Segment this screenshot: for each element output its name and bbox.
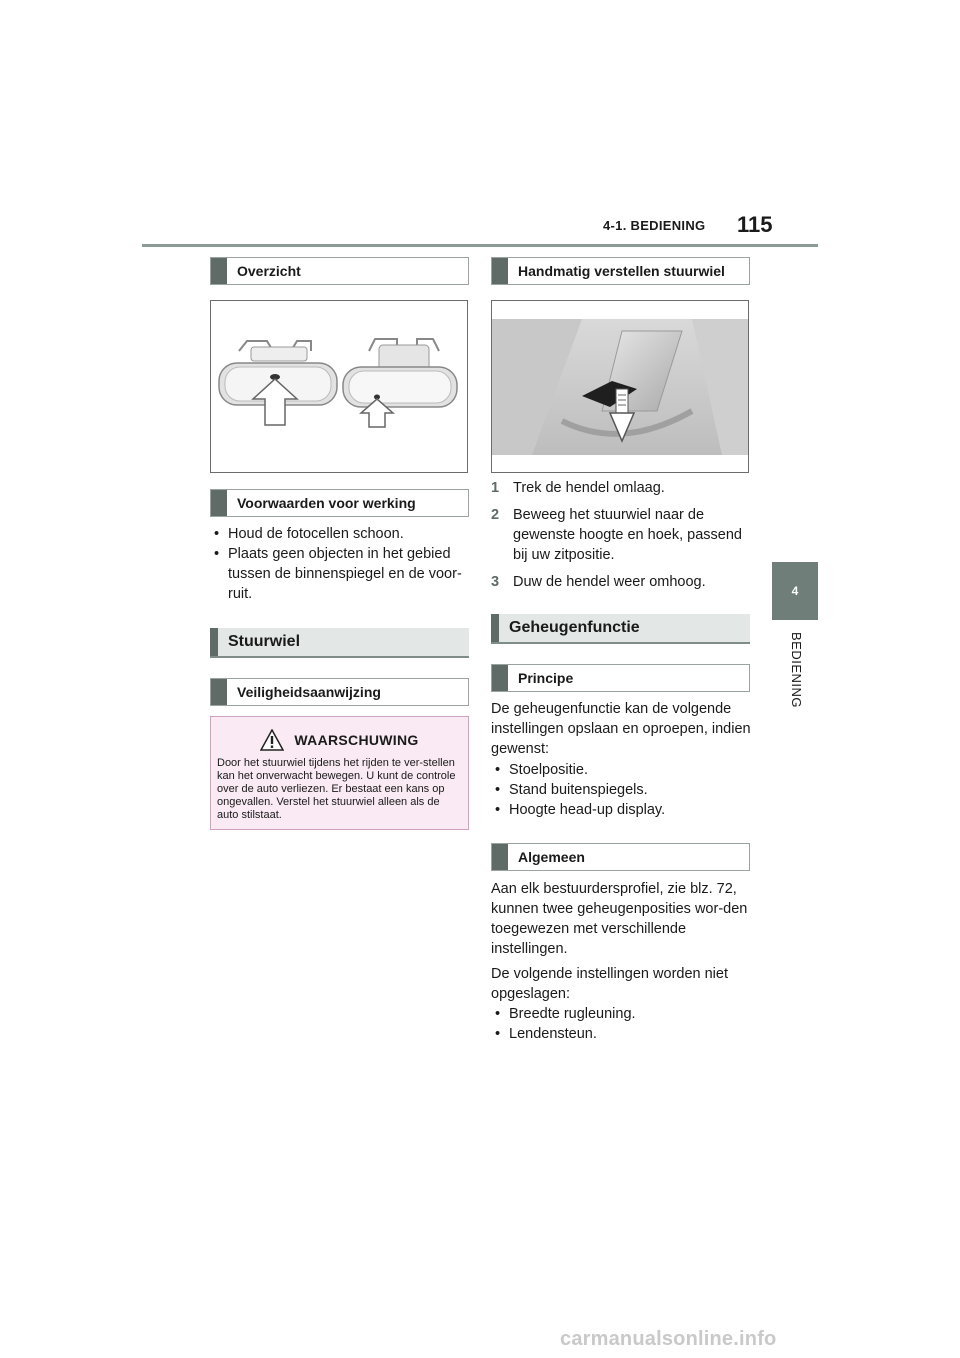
heading-stuurwiel	[210, 628, 469, 658]
steering-lever-figure	[491, 300, 749, 473]
step-number: 2	[491, 507, 500, 523]
section-title: 4-1. BEDIENING	[603, 218, 706, 233]
heading-bar	[491, 614, 499, 642]
heading-bar	[492, 665, 508, 691]
step-text: Trek de hendel omlaag.	[513, 480, 665, 496]
list-item: • Plaats geen objecten in het gebied tussen de binnenspiegel en de voor-ruit.	[210, 544, 472, 604]
heading-voorwaarden	[210, 489, 469, 517]
header-rule	[142, 244, 818, 247]
heading-principe	[491, 664, 750, 692]
heading-bar	[492, 844, 508, 870]
watermark: carmanualsonline.info	[560, 1328, 777, 1350]
heading-overzicht	[210, 257, 469, 285]
steering-column-photo	[492, 301, 748, 472]
heading-geheugen	[491, 614, 750, 644]
voorwaarden-list	[210, 524, 472, 604]
step-text: Duw de hendel weer omhoog.	[513, 574, 706, 590]
algemeen-paragraph-1: Aan elk bestuurdersprofiel, zie blz. 72, kunnen twee geheugenposities wor-den toegewezen met verschillende instellingen.	[491, 881, 748, 957]
warning-header	[211, 717, 468, 757]
heading-bar	[210, 628, 218, 656]
heading-text: Stuurwiel	[228, 633, 301, 650]
heading-algemeen	[491, 843, 750, 871]
step-number: 3	[491, 574, 500, 590]
heading-handmatig	[491, 257, 750, 285]
heading-text: Algemeen	[518, 849, 585, 865]
chapter-name: BEDIENING	[789, 632, 804, 709]
warning-box	[210, 716, 469, 830]
heading-bar	[211, 490, 227, 516]
heading-veiligheid	[210, 678, 469, 706]
rearview-mirror-illustration	[211, 301, 467, 472]
warning-title: WAARSCHUWING	[294, 732, 419, 748]
step-item	[491, 478, 753, 498]
algemeen-paragraph-2: De volgende instellingen worden niet opgeslagen:	[491, 966, 728, 1002]
heading-text: Veiligheidsaanwijzing	[237, 684, 381, 700]
list-item: • Breedte rugleuning.	[491, 1004, 753, 1024]
steps-list	[491, 478, 753, 599]
heading-text: Principe	[518, 670, 574, 686]
list-item: • Houd de fotocellen schoon.	[210, 524, 472, 544]
mirror-figure	[210, 300, 468, 473]
heading-text: Overzicht	[237, 263, 301, 279]
heading-bar	[492, 258, 508, 284]
step-item	[491, 572, 753, 592]
step-text: Beweeg het stuurwiel naar de gewenste hoogte en hoek, passend bij uw zitpositie.	[513, 507, 742, 563]
principe-list	[491, 760, 753, 820]
step-item	[491, 505, 753, 565]
heading-text: Handmatig verstellen stuurwiel	[518, 263, 725, 279]
warning-triangle-icon	[260, 729, 284, 751]
algemeen-list	[491, 1004, 753, 1044]
heading-text: Voorwaarden voor werking	[237, 495, 416, 511]
heading-bar	[211, 679, 227, 705]
list-item: • Stand buitenspiegels.	[491, 780, 753, 800]
page-number: 115	[737, 212, 773, 237]
warning-text: Door het stuurwiel tijdens het rijden te ver-stellen kan het onverwacht bewegen. U kunt de controle over de auto verliezen. Er bestaat een kans op ongevallen. Verstel het stuurwiel alleen als de auto stilstaat.	[217, 757, 456, 821]
list-item: • Hoogte head-up display.	[491, 800, 753, 820]
heading-bar	[211, 258, 227, 284]
list-item: • Stoelpositie.	[491, 760, 753, 780]
principe-intro: De geheugenfunctie kan de volgende instellingen opslaan en oproepen, indien gewenst:	[491, 701, 751, 757]
step-number: 1	[491, 480, 500, 496]
heading-text: Geheugenfunctie	[509, 619, 640, 636]
chapter-tab: 4	[772, 562, 818, 620]
list-item: • Lendensteun.	[491, 1024, 753, 1044]
